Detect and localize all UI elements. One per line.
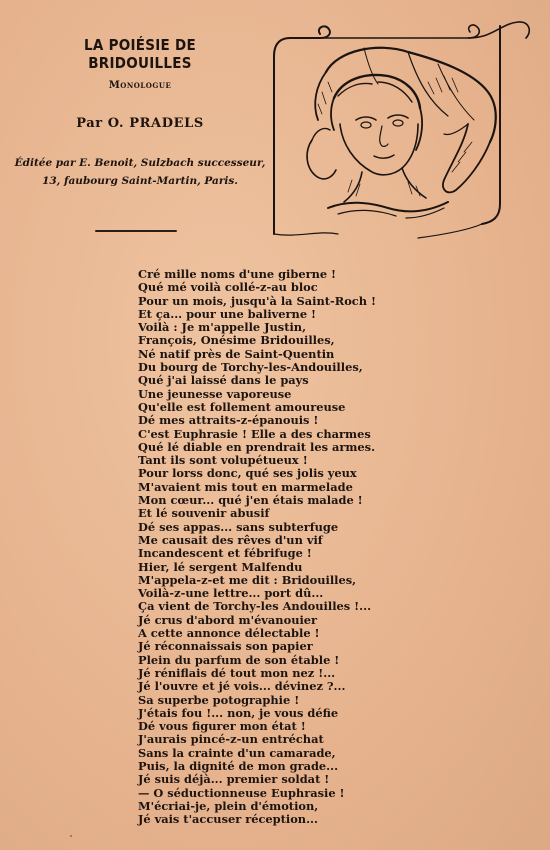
poem-line: Tant ils sont volupétueux ! <box>138 453 308 468</box>
poem-line: J'étais fou !... non, je vous défie <box>138 705 339 720</box>
poem-line: Qué j'ai laissé dans le pays <box>138 373 309 388</box>
poem-line: Jé l'ouvre et jé vois... dévinez ?... <box>138 679 346 694</box>
poem-line: Dé mes attraits-z-épanouis ! <box>138 413 319 428</box>
poem-line: Hier, lé sergent Malfendu <box>138 559 303 574</box>
poem-line: Une jeunesse vaporeuse <box>138 386 292 401</box>
poem-line: François, Onésime Bridouilles, <box>138 333 335 348</box>
poem-line: M'appela-z-et me dit : Bridouilles, <box>138 572 357 587</box>
poem-line: J'aurais pincé-z-un entréchat <box>138 732 324 747</box>
poem-line: Jé vais t'accuser réception... <box>138 812 318 827</box>
poem-line: C'est Euphrasie ! Elle a des charmes <box>138 426 371 441</box>
poem-line: Voilà-z-une lettre... port dû... <box>138 586 324 601</box>
poem-line: Cré mille noms d'une giberne ! <box>138 267 337 281</box>
poem-line: Jé suis déjà... premier soldat ! <box>138 772 330 787</box>
poem-line: Me causait des rêves d'un vif <box>138 532 323 547</box>
publisher-info <box>10 154 270 190</box>
page-title: LA POIÉSIE DE BRIDOUILLES <box>84 36 196 72</box>
poem-line: Pour lorss donc, qué ses jolis yeux <box>138 466 357 481</box>
poem-line: Ça vient de Torchy-les Andouilles !... <box>138 599 372 614</box>
publisher-line-1: Éditée par E. Benoit, Sulzbach successeur, <box>14 157 266 169</box>
poem-line: M'avaient mis tout en marmelade <box>138 479 353 494</box>
poem-line: — O séductionneuse Euphrasie ! <box>138 785 345 800</box>
poem-line: Sans la crainte d'un camarade, <box>138 745 336 760</box>
divider-rule <box>95 230 177 232</box>
poem-line: Jé réniflais dé tout mon nez !... <box>138 665 336 680</box>
portrait-of-woman-in-bonnet-icon <box>268 12 538 244</box>
subtitle: Monologue <box>108 80 172 91</box>
poem-line: Mon cœur... qué j'en étais malade ! <box>138 493 363 508</box>
poem-line: M'écriai-je, plein d'émotion, <box>138 798 319 813</box>
poem-line: Voilà : Je m'appelle Justin, <box>138 320 307 335</box>
poem-line: Sa superbe potographie ! <box>138 692 300 707</box>
poem-line: Né natif près de Saint-Quentin <box>138 346 335 361</box>
poem-line: Puis, la dignité de mon grade... <box>138 758 339 773</box>
poem-line: Et ça... pour une baliverne ! <box>138 306 317 321</box>
publisher-line-2: 13, faubourg Saint-Martin, Paris. <box>42 175 238 187</box>
poem-line: Incandescent et fébrifuge ! <box>138 546 312 561</box>
poem-line: Qué lé diable en prendrait les armes. <box>138 439 376 454</box>
poem-line: A cette annonce délectable ! <box>138 626 320 641</box>
poem-text <box>138 268 538 826</box>
poem-line: Dé ses appas... sans subterfuge <box>138 519 339 534</box>
page-header <box>0 0 550 250</box>
poem-line: Du bourg de Torchy-les-Andouilles, <box>138 360 363 375</box>
author-line: Par O. PRADELS <box>76 116 204 131</box>
poem-line: Jé réconnaissais son papier <box>138 639 313 654</box>
poem-line: Plein du parfum de son étable ! <box>138 652 340 667</box>
paper-speck <box>70 835 72 837</box>
poem-line: Qu'elle est follement amoureuse <box>138 399 346 414</box>
poem-line: Dé vous figurer mon état ! <box>138 719 306 734</box>
poem-line: Qué mé voilà collé-z-au bloc <box>138 280 318 295</box>
poem-line: Jé crus d'abord m'évanouier <box>138 612 318 627</box>
poem-line: Et lé souvenir abusif <box>138 506 270 521</box>
poem-line: Pour un mois, jusqu'à la Saint-Roch ! <box>138 293 376 308</box>
